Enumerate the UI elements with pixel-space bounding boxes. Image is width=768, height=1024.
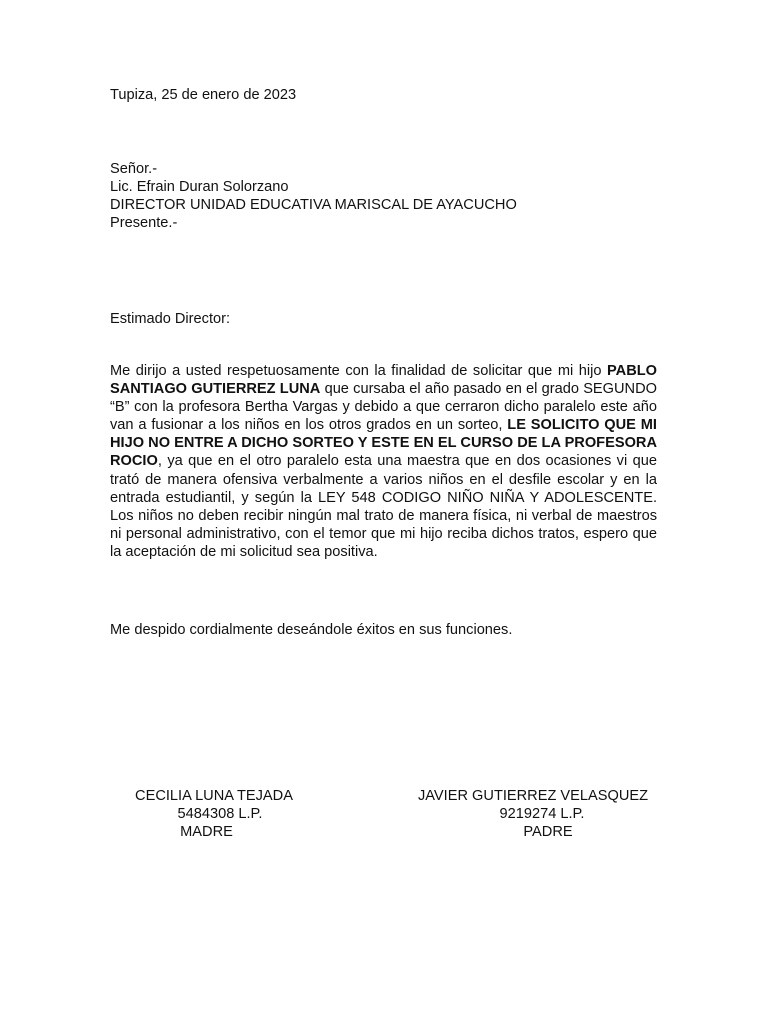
- signature-mother: [124, 787, 304, 841]
- letter-body: [110, 362, 657, 561]
- recipient-block: [110, 160, 517, 232]
- date-line: Tupiza, 25 de enero de 2023: [110, 87, 297, 103]
- greeting: Estimado Director:: [110, 311, 231, 327]
- request-statement: LE SOLICITO QUE MI HIJO NO ENTRE A DICHO SORTEO Y ESTE EN EL CURSO DE LA PROFESORA ROCIO: [110, 417, 657, 470]
- closing-line: Me despido cordialmente deseándole éxitos en sus funciones.: [110, 622, 513, 638]
- recipient-name: Lic. Efrain Duran Solorzano: [110, 179, 289, 195]
- recipient-salutation: Señor.-: [110, 161, 158, 177]
- signature-name: JAVIER GUTIERREZ VELASQUEZ: [417, 788, 649, 804]
- signature-role: PADRE: [523, 824, 573, 840]
- signature-id: 9219274 L.P.: [499, 806, 585, 822]
- signature-father: [400, 787, 666, 841]
- body-part-1: Me dirijo a usted respetuosamente con la finalidad de solicitar que mi hijo: [110, 363, 607, 379]
- recipient-position: DIRECTOR UNIDAD EDUCATIVA MARISCAL DE AYACUCHO: [110, 197, 517, 213]
- recipient-presente: Presente.-: [110, 215, 178, 231]
- body-part-3: , ya que en el otro paralelo esta una maestra que en dos ocasiones vi que trató de manera ofensiva verbalmente a varios niños en el desfile escolar y en la entrada estudiantil, y según la LEY 548 CODIGO NIÑO NIÑA Y ADOLESCENTE. Los niños no deben recibir ningún mal trato de manera física, ni verbal de maestros ni personal administrativo, con el temor que mi hijo reciba dichos tratos, espero que la aceptación de mi solicitud sea positiva.: [110, 453, 657, 560]
- body-part-2: que cursaba el año pasado en el grado SEGUNDO “B” con la profesora Bertha Vargas y debido a que cerraron dicho paralelo este año van a fusionar a los niños en los otros grados en un sorteo,: [110, 381, 657, 434]
- signature-id: 5484308 L.P.: [177, 806, 263, 822]
- signature-role: MADRE: [180, 824, 233, 840]
- signature-name: CECILIA LUNA TEJADA: [135, 788, 293, 804]
- child-name: PABLO SANTIAGO GUTIERREZ LUNA: [110, 363, 657, 398]
